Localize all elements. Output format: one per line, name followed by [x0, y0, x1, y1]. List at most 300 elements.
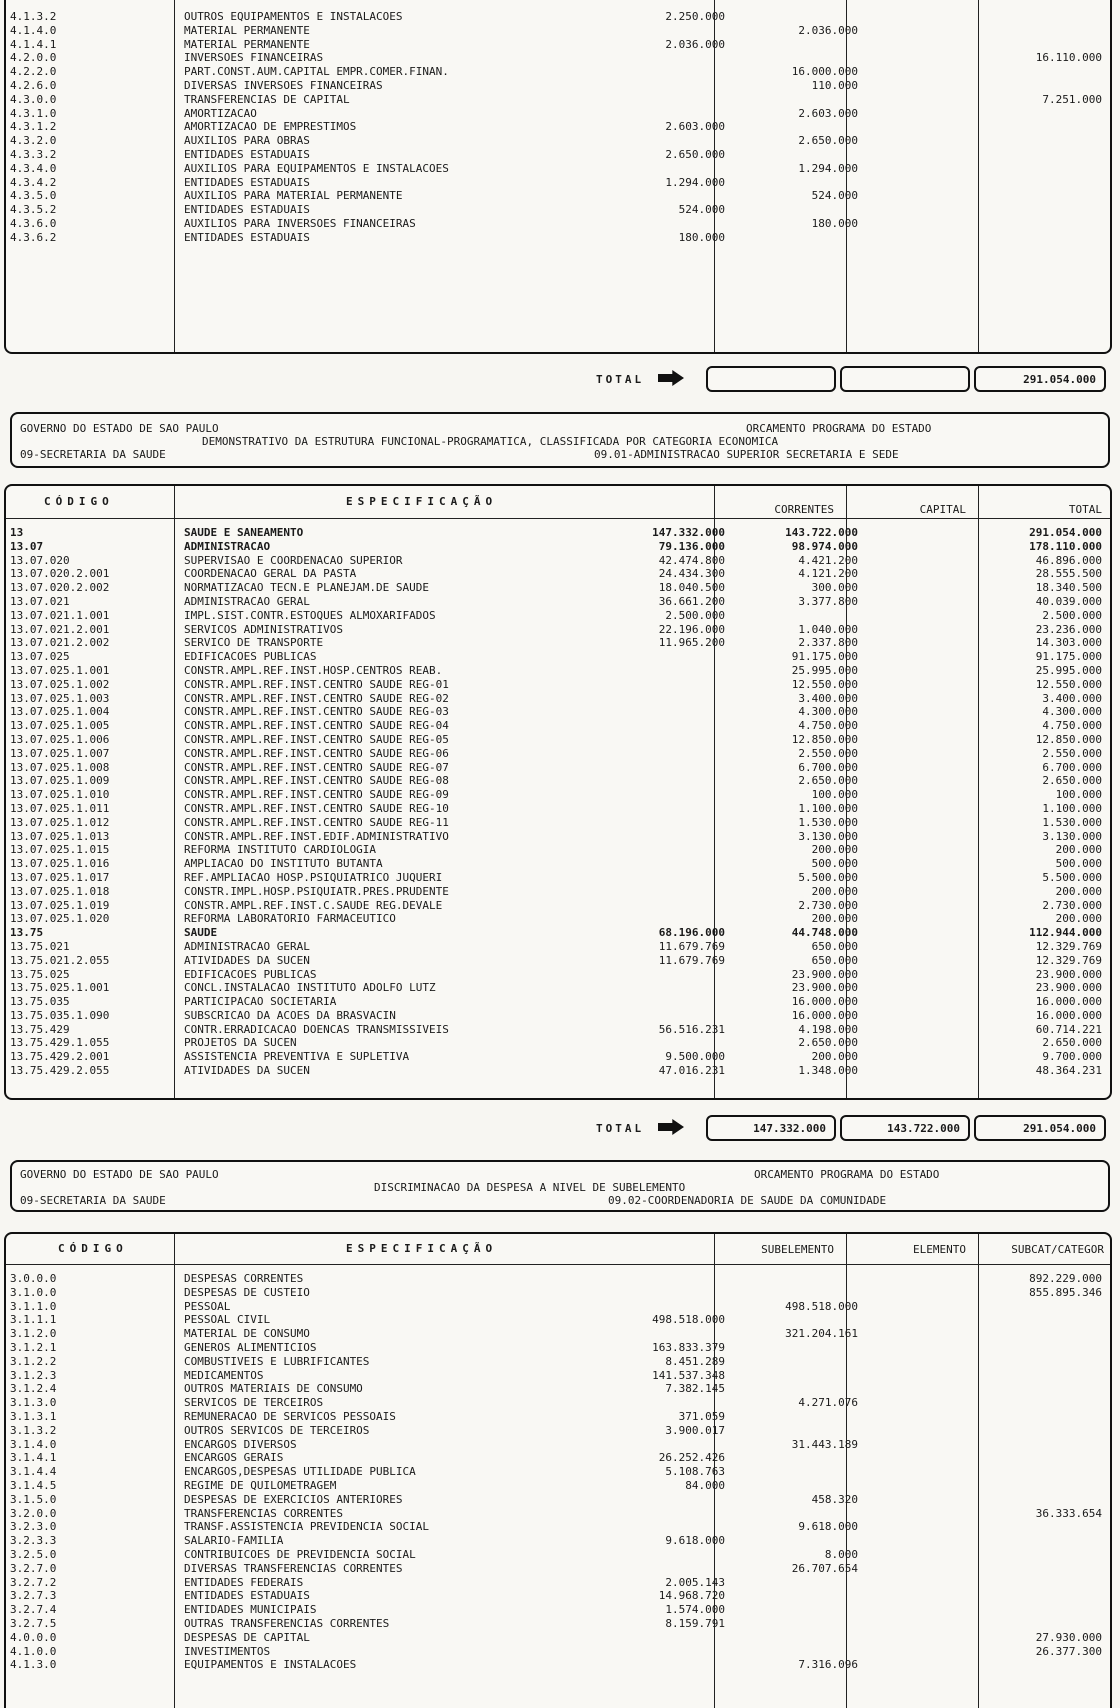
row-value-2: 7.316.096 — [798, 1658, 858, 1672]
row-value-3: 23.900.000 — [1035, 981, 1102, 995]
table-row — [6, 899, 1110, 913]
total-label: TOTAL — [596, 373, 645, 386]
row-value-3: 892.229.000 — [1029, 1272, 1102, 1285]
row-code: 13.07.025.1.005 — [10, 719, 110, 733]
row-value-2: 98.974.000 — [791, 539, 858, 553]
table-row — [6, 1479, 1110, 1493]
row-value-3: 60.714.221 — [1035, 1022, 1102, 1036]
row-value-2: 524.000 — [811, 189, 858, 203]
row-code: 13.07.025.1.015 — [10, 843, 110, 857]
row-value-3: 12.850.000 — [1035, 732, 1102, 746]
row-code: 13.07.025.1.013 — [10, 829, 110, 843]
row-code: 13.07.025.1.012 — [10, 815, 110, 829]
row-description: REMUNERACAO DE SERVICOS PESSOAIS — [184, 1409, 396, 1423]
table-row — [6, 1520, 1110, 1534]
table-row — [6, 189, 1110, 203]
table-row — [6, 203, 1110, 217]
row-code: 3.2.3.3 — [10, 1534, 57, 1548]
row-value-2: 200.000 — [811, 912, 858, 926]
total-box: 291.054.000 — [974, 1115, 1106, 1141]
row-value-1: 2.603.000 — [665, 120, 725, 134]
table-row — [6, 1493, 1110, 1507]
row-value-3: 23.900.000 — [1035, 967, 1102, 981]
row-value-1: 36.661.200 — [658, 594, 725, 608]
row-code: 13.07.025.1.003 — [10, 691, 110, 705]
row-description: AUXILIOS PARA INVERSOES FINANCEIRAS — [184, 216, 416, 230]
table-row — [6, 1465, 1110, 1479]
table-row — [6, 1576, 1110, 1590]
program-title: ORCAMENTO PROGRAMA DO ESTADO — [746, 422, 932, 435]
row-description: ADMINISTRACAO — [184, 539, 271, 553]
row-value-2: 12.550.000 — [791, 677, 858, 691]
row-value-3: 48.364.231 — [1035, 1064, 1102, 1078]
row-description: DIVERSAS INVERSOES FINANCEIRAS — [184, 78, 383, 92]
header-codigo: CÓDIGO — [44, 495, 114, 508]
row-code: 13.07.025.1.019 — [10, 898, 110, 912]
row-description: ADMINISTRACAO GERAL — [184, 594, 310, 608]
row-code: 13.07.025.1.008 — [10, 760, 110, 774]
row-value-3: 16.000.000 — [1035, 995, 1102, 1009]
section2-rows — [6, 526, 1110, 1078]
row-code: 13.07.021.1.001 — [10, 608, 110, 622]
row-value-1: 14.968.720 — [658, 1589, 725, 1603]
row-code: 4.3.2.0 — [10, 134, 57, 148]
row-code: 4.3.0.0 — [10, 92, 57, 106]
table-row — [6, 581, 1110, 595]
row-value-2: 2.650.000 — [798, 1036, 858, 1050]
row-code: 4.3.6.2 — [10, 230, 57, 244]
row-value-1: 2.036.000 — [665, 37, 725, 51]
row-value-3: 2.650.000 — [1042, 774, 1102, 788]
row-value-3: 6.700.000 — [1042, 760, 1102, 774]
table-row — [6, 981, 1110, 995]
table-row — [6, 107, 1110, 121]
row-description: CONSTR.AMPL.REF.INST.CENTRO SAUDE REG-04 — [184, 719, 449, 733]
row-value-3: 100.000 — [1055, 788, 1102, 802]
row-code: 13.07.021.2.001 — [10, 622, 110, 636]
row-code: 3.1.4.0 — [10, 1437, 57, 1451]
row-description: AMPLIACAO DO INSTITUTO BUTANTA — [184, 857, 383, 871]
row-description: ENTIDADES ESTADUAIS — [184, 203, 310, 217]
row-description: REFORMA LABORATORIO FARMACEUTICO — [184, 912, 396, 926]
row-description: OUTRAS TRANSFERENCIAS CORRENTES — [184, 1616, 390, 1630]
table-row — [6, 636, 1110, 650]
row-description: ENCARGOS DIVERSOS — [184, 1437, 297, 1451]
row-value-2: 16.000.000 — [791, 995, 858, 1009]
row-description: CONSTR.AMPL.REF.INST.HOSP.CENTROS REAB. — [184, 663, 443, 677]
row-description: ENTIDADES MUNICIPAIS — [184, 1603, 317, 1617]
row-code: 13.07.025 — [10, 650, 70, 664]
row-description: MATERIAL PERMANENTE — [184, 37, 310, 51]
report-subtitle: DEMONSTRATIVO DA ESTRUTURA FUNCIONAL-PROGRAMATICA, CLASSIFICADA POR CATEGORIA ECONOMICA — [202, 435, 779, 448]
table-row — [6, 176, 1110, 190]
table-row — [6, 1424, 1110, 1438]
row-value-3: 27.930.000 — [1035, 1630, 1102, 1644]
row-code: 4.3.4.0 — [10, 161, 57, 175]
row-code: 3.2.7.5 — [10, 1616, 57, 1630]
row-code: 13 — [10, 526, 24, 539]
row-value-2: 1.348.000 — [798, 1064, 858, 1078]
row-code: 13.07.025.1.020 — [10, 912, 110, 926]
row-code: 3.1.3.0 — [10, 1396, 57, 1410]
row-code: 13.75.429.1.055 — [10, 1036, 110, 1050]
total-label: TOTAL — [596, 1122, 645, 1135]
row-value-2: 4.198.000 — [798, 1022, 858, 1036]
header-capital: CAPITAL — [919, 503, 966, 516]
row-value-3: 855.895.346 — [1029, 1285, 1102, 1299]
table-row — [6, 24, 1110, 38]
row-description: MATERIAL PERMANENTE — [184, 23, 310, 37]
table-row — [6, 678, 1110, 692]
row-value-3: 23.236.000 — [1035, 622, 1102, 636]
row-description: COORDENACAO GERAL DA PASTA — [184, 567, 357, 581]
row-code: 13.07.025.1.016 — [10, 857, 110, 871]
row-value-2: 1.530.000 — [798, 815, 858, 829]
table-row — [6, 1272, 1110, 1286]
table-row — [6, 65, 1110, 79]
row-value-2: 500.000 — [811, 857, 858, 871]
header-divider — [6, 518, 1110, 519]
row-value-3: 9.700.000 — [1042, 1050, 1102, 1064]
row-value-3: 178.110.000 — [1029, 539, 1102, 553]
section3-rows — [6, 1272, 1110, 1672]
row-value-2: 23.900.000 — [791, 981, 858, 995]
row-value-1: 79.136.000 — [658, 539, 725, 553]
row-description: REGIME DE QUILOMETRAGEM — [184, 1478, 337, 1492]
row-value-3: 112.944.000 — [1029, 926, 1102, 940]
row-value-2: 1.294.000 — [798, 161, 858, 175]
row-description: EDIFICACOES PUBLICAS — [184, 650, 317, 664]
row-code: 13.07.021.2.002 — [10, 636, 110, 650]
row-code: 3.1.2.4 — [10, 1382, 57, 1396]
section1-table — [4, 0, 1112, 354]
row-value-3: 7.251.000 — [1042, 92, 1102, 106]
row-description: ENCARGOS GERAIS — [184, 1451, 284, 1465]
header-subcat-categor: SUBCAT/CATEGOR — [1011, 1243, 1104, 1256]
row-value-3: 3.130.000 — [1042, 829, 1102, 843]
table-row — [6, 1355, 1110, 1369]
row-value-1: 9.500.000 — [665, 1050, 725, 1064]
table-row — [6, 231, 1110, 245]
table-row — [6, 968, 1110, 982]
row-code: 13.07.025.1.010 — [10, 788, 110, 802]
row-description: DIVERSAS TRANSFERENCIAS CORRENTES — [184, 1561, 403, 1575]
row-code: 4.3.6.0 — [10, 216, 57, 230]
secretaria-label: 09-SECRETARIA DA SAUDE — [20, 448, 166, 461]
table-row — [6, 761, 1110, 775]
row-code: 13.07 — [10, 539, 44, 553]
row-code: 3.1.0.0 — [10, 1285, 57, 1299]
table-row — [6, 747, 1110, 761]
row-description: CONSTR.AMPL.REF.INST.CENTRO SAUDE REG-02 — [184, 691, 449, 705]
row-code: 3.1.4.5 — [10, 1478, 57, 1492]
row-value-2: 3.130.000 — [798, 829, 858, 843]
row-code: 13.75.021.2.055 — [10, 953, 110, 967]
row-value-3: 12.329.769 — [1035, 953, 1102, 967]
row-value-1: 1.294.000 — [665, 175, 725, 189]
table-row — [6, 134, 1110, 148]
row-code: 13.07.020.2.001 — [10, 567, 110, 581]
row-code: 3.1.1.1 — [10, 1313, 57, 1327]
table-row — [6, 1396, 1110, 1410]
row-value-2: 650.000 — [811, 953, 858, 967]
row-value-2: 200.000 — [811, 884, 858, 898]
table-row — [6, 51, 1110, 65]
row-description: CONSTR.AMPL.REF.INST.CENTRO SAUDE REG-11 — [184, 815, 449, 829]
table-row — [6, 595, 1110, 609]
table-row — [6, 1548, 1110, 1562]
row-value-2: 91.175.000 — [791, 650, 858, 664]
table-row — [6, 1617, 1110, 1631]
row-value-2: 6.700.000 — [798, 760, 858, 774]
table-row — [6, 1562, 1110, 1576]
row-description: REFORMA INSTITUTO CARDIOLOGIA — [184, 843, 377, 857]
row-description: CONSTR.AMPL.REF.INST.CENTRO SAUDE REG-03 — [184, 705, 449, 719]
row-description: AMORTIZACAO DE EMPRESTIMOS — [184, 120, 357, 134]
row-value-3: 26.377.300 — [1035, 1644, 1102, 1658]
row-value-2: 110.000 — [811, 78, 858, 92]
row-value-1: 68.196.000 — [658, 926, 725, 940]
table-row — [6, 1645, 1110, 1659]
row-code: 4.2.0.0 — [10, 51, 57, 65]
table-row — [6, 940, 1110, 954]
row-value-2: 2.036.000 — [798, 23, 858, 37]
row-value-3: 18.340.500 — [1035, 581, 1102, 595]
total-box: 291.054.000 — [974, 366, 1106, 392]
row-description: ENTIDADES ESTADUAIS — [184, 230, 310, 244]
total-capital-box — [840, 366, 970, 392]
row-value-1: 2.005.143 — [665, 1575, 725, 1589]
row-value-2: 12.850.000 — [791, 732, 858, 746]
row-code: 3.2.7.2 — [10, 1575, 57, 1589]
row-code: 13.07.025.1.017 — [10, 870, 110, 884]
row-code: 13.07.020.2.002 — [10, 581, 110, 595]
row-code: 13.07.020 — [10, 553, 70, 567]
row-value-3: 4.750.000 — [1042, 719, 1102, 733]
row-value-1: 42.474.800 — [658, 553, 725, 567]
row-value-1: 2.650.000 — [665, 147, 725, 161]
row-code: 13.75.025 — [10, 967, 70, 981]
table-row — [6, 1410, 1110, 1424]
table-row — [6, 1300, 1110, 1314]
row-value-3: 25.995.000 — [1035, 663, 1102, 677]
row-description: TRANSF.ASSISTENCIA PREVIDENCIA SOCIAL — [184, 1520, 430, 1534]
row-value-2: 2.550.000 — [798, 746, 858, 760]
row-code: 3.1.2.3 — [10, 1368, 57, 1382]
row-value-2: 26.707.654 — [791, 1561, 858, 1575]
row-value-2: 44.748.000 — [791, 926, 858, 940]
table-row — [6, 217, 1110, 231]
row-description: ATIVIDADES DA SUCEN — [184, 1064, 310, 1078]
row-value-3: 16.000.000 — [1035, 1008, 1102, 1022]
row-description: SERVICOS ADMINISTRATIVOS — [184, 622, 343, 636]
row-description: SERVICOS DE TERCEIROS — [184, 1396, 324, 1410]
table-row — [6, 816, 1110, 830]
table-row — [6, 1023, 1110, 1037]
row-value-2: 25.995.000 — [791, 663, 858, 677]
row-description: SALARIO-FAMILIA — [184, 1534, 284, 1548]
row-description: AUXILIOS PARA MATERIAL PERMANENTE — [184, 189, 403, 203]
row-value-3: 28.555.500 — [1035, 567, 1102, 581]
row-description: CONSTR.AMPL.REF.INST.CENTRO SAUDE REG-07 — [184, 760, 449, 774]
row-value-1: 22.196.000 — [658, 622, 725, 636]
header-total: TOTAL — [1068, 503, 1102, 516]
row-code: 13.07.021 — [10, 594, 70, 608]
row-code: 3.1.4.1 — [10, 1451, 57, 1465]
row-value-2: 4.421.200 — [798, 553, 858, 567]
arrow-right-icon — [658, 1119, 684, 1135]
row-value-3: 200.000 — [1055, 884, 1102, 898]
row-value-2: 5.500.000 — [798, 870, 858, 884]
row-value-1: 7.382.145 — [665, 1382, 725, 1396]
row-value-2: 2.603.000 — [798, 106, 858, 120]
row-description: DESPESAS CORRENTES — [184, 1272, 304, 1285]
program-title: ORCAMENTO PROGRAMA DO ESTADO — [754, 1168, 940, 1181]
table-row — [6, 526, 1110, 540]
table-row — [6, 623, 1110, 637]
header-divider — [6, 1264, 1110, 1265]
row-value-2: 3.400.000 — [798, 691, 858, 705]
row-value-1: 147.332.000 — [652, 526, 725, 539]
section2-table — [4, 484, 1112, 1100]
table-row — [6, 926, 1110, 940]
row-value-2: 16.000.000 — [791, 1008, 858, 1022]
row-value-3: 5.500.000 — [1042, 870, 1102, 884]
row-value-3: 200.000 — [1055, 912, 1102, 926]
row-description: ASSISTENCIA PREVENTIVA E SUPLETIVA — [184, 1050, 410, 1064]
table-row — [6, 830, 1110, 844]
row-value-3: 2.650.000 — [1042, 1036, 1102, 1050]
row-code: 3.1.5.0 — [10, 1492, 57, 1506]
row-code: 13.07.025.1.007 — [10, 746, 110, 760]
table-row — [6, 93, 1110, 107]
row-description: GENEROS ALIMENTICIOS — [184, 1340, 317, 1354]
government-title: GOVERNO DO ESTADO DE SAO PAULO — [20, 1168, 219, 1181]
row-code: 3.1.3.1 — [10, 1409, 57, 1423]
row-value-1: 3.900.017 — [665, 1423, 725, 1437]
row-value-2: 300.000 — [811, 581, 858, 595]
row-code: 13.75.429.2.001 — [10, 1050, 110, 1064]
government-title: GOVERNO DO ESTADO DE SAO PAULO — [20, 422, 219, 435]
row-description: EQUIPAMENTOS E INSTALACOES — [184, 1658, 357, 1672]
section3-table — [4, 1232, 1112, 1708]
row-description: ENTIDADES FEDERAIS — [184, 1575, 304, 1589]
table-row — [6, 79, 1110, 93]
row-description: CONSTR.AMPL.REF.INST.CENTRO SAUDE REG-06 — [184, 746, 449, 760]
row-value-2: 2.650.000 — [798, 134, 858, 148]
row-code: 3.1.4.4 — [10, 1465, 57, 1479]
row-value-1: 2.500.000 — [665, 608, 725, 622]
row-value-3: 16.110.000 — [1035, 51, 1102, 65]
row-value-1: 24.434.300 — [658, 567, 725, 581]
row-value-3: 200.000 — [1055, 843, 1102, 857]
row-code: 4.0.0.0 — [10, 1630, 57, 1644]
row-code: 3.1.2.1 — [10, 1340, 57, 1354]
row-code: 3.2.0.0 — [10, 1506, 57, 1520]
row-description: INVERSOES FINANCEIRAS — [184, 51, 324, 65]
total-capital-box: 143.722.000 — [840, 1115, 970, 1141]
row-code: 13.07.025.1.009 — [10, 774, 110, 788]
row-value-1: 371.059 — [678, 1409, 725, 1423]
row-code: 13.75.429.2.055 — [10, 1064, 110, 1078]
row-value-2: 31.443.189 — [791, 1437, 858, 1451]
row-description: REF.AMPLIACAO HOSP.PSIQUIATRICO JUQUERI — [184, 870, 443, 884]
table-row — [6, 567, 1110, 581]
row-value-3: 3.400.000 — [1042, 691, 1102, 705]
row-description: CONSTR.AMPL.REF.INST.CENTRO SAUDE REG-01 — [184, 677, 449, 691]
table-row — [6, 162, 1110, 176]
section2-header-box — [10, 412, 1110, 468]
row-description: CONCL.INSTALACAO INSTITUTO ADOLFO LUTZ — [184, 981, 436, 995]
table-row — [6, 912, 1110, 926]
row-value-2: 1.100.000 — [798, 801, 858, 815]
row-code: 3.0.0.0 — [10, 1272, 57, 1285]
row-value-1: 8.159.791 — [665, 1616, 725, 1630]
row-code: 4.1.4.0 — [10, 23, 57, 37]
header-subelemento: SUBELEMENTO — [761, 1243, 834, 1256]
row-value-2: 200.000 — [811, 1050, 858, 1064]
row-description: ENCARGOS,DESPESAS UTILIDADE PUBLICA — [184, 1465, 416, 1479]
row-value-1: 2.250.000 — [665, 10, 725, 23]
row-value-2: 498.518.000 — [785, 1299, 858, 1313]
row-description: OUTROS MATERIAIS DE CONSUMO — [184, 1382, 363, 1396]
row-value-2: 1.040.000 — [798, 622, 858, 636]
row-code: 3.2.5.0 — [10, 1547, 57, 1561]
row-description: CONTRIBUICOES DE PREVIDENCIA SOCIAL — [184, 1547, 416, 1561]
table-row — [6, 995, 1110, 1009]
row-description: ADMINISTRACAO GERAL — [184, 939, 310, 953]
row-code: 4.3.1.0 — [10, 106, 57, 120]
row-code: 4.2.2.0 — [10, 65, 57, 79]
row-description: SAUDE — [184, 926, 218, 940]
row-code: 13.07.025.1.006 — [10, 732, 110, 746]
header-correntes: CORRENTES — [774, 503, 834, 516]
row-code: 3.1.2.0 — [10, 1327, 57, 1341]
table-row — [6, 774, 1110, 788]
row-code: 13.07.025.1.011 — [10, 801, 110, 815]
row-description: TRANSFERENCIAS DE CAPITAL — [184, 92, 350, 106]
row-code: 4.3.5.2 — [10, 203, 57, 217]
row-code: 3.2.7.4 — [10, 1603, 57, 1617]
row-description: AMORTIZACAO — [184, 106, 257, 120]
total-correntes-box: 147.332.000 — [706, 1115, 836, 1141]
row-value-1: 141.537.348 — [652, 1368, 725, 1382]
row-value-1: 26.252.426 — [658, 1451, 725, 1465]
row-description: CONSTR.AMPL.REF.INST.EDIF.ADMINISTRATIVO — [184, 829, 449, 843]
table-row — [6, 1451, 1110, 1465]
table-row — [6, 802, 1110, 816]
row-value-3: 40.039.000 — [1035, 594, 1102, 608]
row-value-2: 9.618.000 — [798, 1520, 858, 1534]
table-row — [6, 609, 1110, 623]
row-description: OUTROS SERVICOS DE TERCEIROS — [184, 1423, 370, 1437]
row-value-2: 4.300.000 — [798, 705, 858, 719]
row-value-2: 321.204.161 — [785, 1327, 858, 1341]
row-code: 4.1.3.0 — [10, 1658, 57, 1672]
table-row — [6, 871, 1110, 885]
row-value-3: 500.000 — [1055, 857, 1102, 871]
row-value-3: 91.175.000 — [1035, 650, 1102, 664]
row-code: 13.75.035.1.090 — [10, 1008, 110, 1022]
row-value-2: 650.000 — [811, 939, 858, 953]
row-description: MATERIAL DE CONSUMO — [184, 1327, 310, 1341]
row-value-2: 180.000 — [811, 216, 858, 230]
row-description: PART.CONST.AUM.CAPITAL EMPR.COMER.FINAN. — [184, 65, 449, 79]
row-value-2: 200.000 — [811, 843, 858, 857]
row-description: ENTIDADES ESTADUAIS — [184, 1589, 310, 1603]
row-code: 3.1.1.0 — [10, 1299, 57, 1313]
row-value-2: 2.650.000 — [798, 774, 858, 788]
